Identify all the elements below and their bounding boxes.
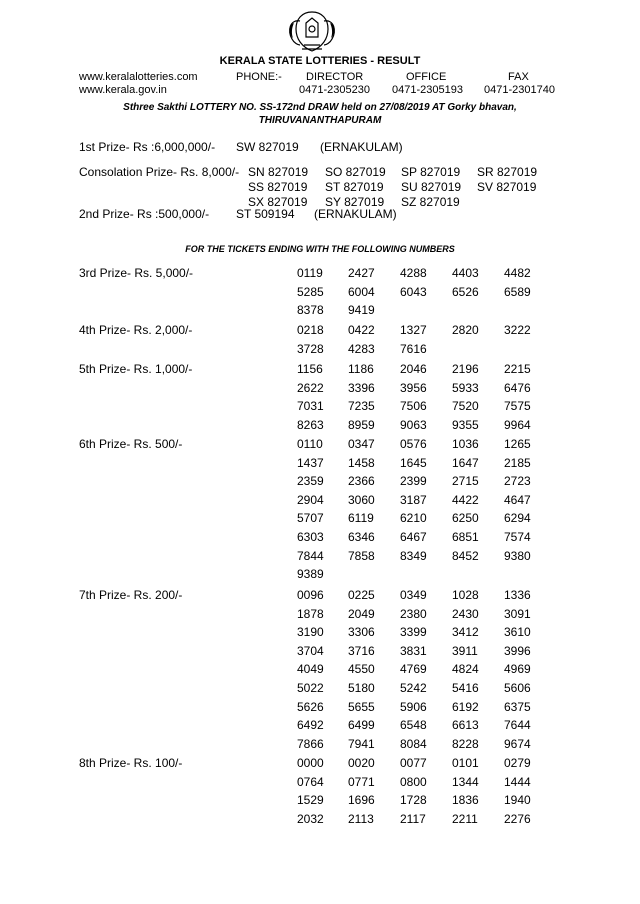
winning-number: 4049 [297, 662, 324, 676]
consolation-ticket: SY 827019 [325, 195, 385, 209]
winning-number: 9380 [504, 549, 531, 563]
winning-number: 1458 [348, 456, 375, 470]
winning-number: 3831 [400, 644, 427, 658]
winning-number: 4550 [348, 662, 375, 676]
prize-label: 5th Prize- Rs. 1,000/- [79, 362, 193, 376]
winning-number: 7616 [400, 342, 427, 356]
kerala-emblem-icon [284, 9, 340, 55]
second-prize-place: (ERNAKULAM) [314, 207, 397, 221]
winning-number: 0110 [297, 437, 323, 451]
winning-number: 3996 [504, 644, 531, 658]
winning-number: 6004 [348, 285, 375, 299]
consolation-ticket: SU 827019 [401, 180, 462, 194]
winning-number: 6346 [348, 530, 375, 544]
winning-number: 0279 [504, 756, 531, 770]
winning-number: 6210 [400, 511, 427, 525]
winning-number: 8263 [297, 418, 324, 432]
winning-number: 0422 [348, 323, 375, 337]
winning-number: 7506 [400, 399, 427, 413]
winning-number: 6492 [297, 718, 324, 732]
consolation-ticket: SV 827019 [477, 180, 537, 194]
winning-number: 5655 [348, 700, 375, 714]
director-label: DIRECTOR [306, 71, 364, 83]
winning-number: 2215 [504, 362, 531, 376]
winning-number: 0576 [400, 437, 427, 451]
winning-number: 2715 [452, 474, 479, 488]
winning-number: 3610 [504, 625, 531, 639]
winning-number: 0218 [297, 323, 324, 337]
winning-number: 4824 [452, 662, 479, 676]
winning-number: 6192 [452, 700, 479, 714]
winning-number: 4403 [452, 266, 479, 280]
winning-number: 8378 [297, 303, 324, 317]
winning-number: 1529 [297, 793, 324, 807]
first-prize-place: (ERNAKULAM) [320, 140, 403, 154]
winning-number: 4283 [348, 342, 375, 356]
winning-number: 7031 [297, 399, 324, 413]
winning-number: 7844 [297, 549, 324, 563]
first-prize-label: 1st Prize- Rs :6,000,000/- [79, 140, 216, 154]
office-label: OFFICE [406, 71, 447, 83]
winning-number: 2117 [400, 812, 426, 826]
winning-number: 6476 [504, 381, 531, 395]
phone-label: PHONE:- [236, 71, 282, 83]
winning-number: 4769 [400, 662, 427, 676]
winning-number: 3190 [297, 625, 324, 639]
prize-label: 8th Prize- Rs. 100/- [79, 756, 183, 770]
winning-number: 5022 [297, 681, 324, 695]
winning-number: 5707 [297, 511, 324, 525]
winning-number: 6294 [504, 511, 531, 525]
winning-number: 1028 [452, 588, 479, 602]
winning-number: 1437 [297, 456, 324, 470]
consolation-ticket: SR 827019 [477, 165, 538, 179]
prize-label: 6th Prize- Rs. 500/- [79, 437, 183, 451]
winning-number: 2276 [504, 812, 531, 826]
winning-number: 2196 [452, 362, 479, 376]
winning-number: 5285 [297, 285, 324, 299]
page-title: KERALA STATE LOTTERIES - RESULT [219, 55, 421, 67]
winning-number: 0096 [297, 588, 324, 602]
winning-number: 3187 [400, 493, 427, 507]
winning-number: 1645 [400, 456, 427, 470]
consolation-ticket: SP 827019 [401, 165, 461, 179]
winning-number: 0101 [452, 756, 479, 770]
winning-number: 5606 [504, 681, 531, 695]
winning-number: 0800 [400, 775, 427, 789]
winning-number: 2211 [452, 812, 478, 826]
winning-number: 6250 [452, 511, 479, 525]
winning-number: 0020 [348, 756, 375, 770]
winning-number: 2049 [348, 607, 375, 621]
winning-number: 7866 [297, 737, 324, 751]
winning-number: 7574 [504, 530, 531, 544]
winning-number: 8349 [400, 549, 427, 563]
winning-number: 2366 [348, 474, 375, 488]
winning-number: 1156 [297, 362, 323, 376]
director-phone: 0471-2305230 [299, 84, 370, 96]
winning-number: 0349 [400, 588, 427, 602]
winning-number: 2820 [452, 323, 479, 337]
winning-number: 6526 [452, 285, 479, 299]
winning-number: 2399 [400, 474, 427, 488]
winning-number: 3704 [297, 644, 324, 658]
winning-number: 9389 [297, 567, 324, 581]
winning-number: 6499 [348, 718, 375, 732]
office-phone: 0471-2305193 [392, 84, 463, 96]
draw-info-line2: THIRUVANANTHAPURAM [258, 115, 382, 126]
winning-number: 9674 [504, 737, 531, 751]
winning-number: 9355 [452, 418, 479, 432]
winning-number: 8452 [452, 549, 479, 563]
winning-number: 9419 [348, 303, 375, 317]
winning-number: 5626 [297, 700, 324, 714]
winning-number: 2380 [400, 607, 427, 621]
winning-number: 7858 [348, 549, 375, 563]
consolation-ticket: SN 827019 [248, 165, 309, 179]
winning-number: 1836 [452, 793, 479, 807]
winning-number: 1878 [297, 607, 324, 621]
winning-number: 9964 [504, 418, 531, 432]
winning-number: 2723 [504, 474, 531, 488]
consolation-prize-label: Consolation Prize- Rs. 8,000/- [79, 165, 240, 179]
winning-number: 5906 [400, 700, 427, 714]
winning-number: 5242 [400, 681, 427, 695]
prize-label: 4th Prize- Rs. 2,000/- [79, 323, 193, 337]
prize-label: 7th Prize- Rs. 200/- [79, 588, 183, 602]
winning-number: 0000 [297, 756, 324, 770]
consolation-ticket: SO 827019 [325, 165, 386, 179]
winning-number: 4422 [452, 493, 479, 507]
winning-number: 3399 [400, 625, 427, 639]
winning-number: 3716 [348, 644, 375, 658]
winning-number: 7575 [504, 399, 531, 413]
winning-number: 6851 [452, 530, 479, 544]
winning-number: 0119 [297, 266, 323, 280]
fax-phone: 0471-2301740 [484, 84, 555, 96]
winning-number: 0347 [348, 437, 375, 451]
winning-number: 9063 [400, 418, 427, 432]
winning-number: 4482 [504, 266, 531, 280]
winning-number: 1336 [504, 588, 531, 602]
winning-number: 3060 [348, 493, 375, 507]
tickets-ending-heading: FOR THE TICKETS ENDING WITH THE FOLLOWING NUMBERS [185, 244, 455, 254]
winning-number: 5180 [348, 681, 375, 695]
winning-number: 4969 [504, 662, 531, 676]
winning-number: 2359 [297, 474, 324, 488]
website-link-1[interactable]: www.keralalotteries.com [79, 71, 198, 83]
winning-number: 2032 [297, 812, 324, 826]
winning-number: 8228 [452, 737, 479, 751]
winning-number: 0225 [348, 588, 375, 602]
winning-number: 1344 [452, 775, 479, 789]
winning-number: 1728 [400, 793, 427, 807]
winning-number: 3306 [348, 625, 375, 639]
winning-number: 3222 [504, 323, 531, 337]
winning-number: 1444 [504, 775, 531, 789]
winning-number: 7941 [348, 737, 375, 751]
winning-number: 6119 [348, 511, 374, 525]
winning-number: 3728 [297, 342, 324, 356]
winning-number: 6548 [400, 718, 427, 732]
first-prize-ticket: SW 827019 [236, 140, 299, 154]
fax-label: FAX [508, 71, 529, 83]
consolation-ticket: SX 827019 [248, 195, 308, 209]
winning-number: 0077 [400, 756, 427, 770]
winning-number: 2046 [400, 362, 427, 376]
consolation-ticket: ST 827019 [325, 180, 384, 194]
winning-number: 3956 [400, 381, 427, 395]
winning-number: 3396 [348, 381, 375, 395]
winning-number: 0764 [297, 775, 324, 789]
winning-number: 1696 [348, 793, 375, 807]
winning-number: 3911 [452, 644, 478, 658]
winning-number: 4647 [504, 493, 531, 507]
consolation-ticket: SZ 827019 [401, 195, 460, 209]
winning-number: 2113 [348, 812, 374, 826]
winning-number: 1265 [504, 437, 531, 451]
winning-number: 7235 [348, 399, 375, 413]
winning-number: 1940 [504, 793, 531, 807]
winning-number: 1186 [348, 362, 374, 376]
second-prize-label: 2nd Prize- Rs :500,000/- [79, 207, 210, 221]
winning-number: 8084 [400, 737, 427, 751]
winning-number: 2904 [297, 493, 324, 507]
consolation-ticket: SS 827019 [248, 180, 308, 194]
winning-number: 2185 [504, 456, 531, 470]
winning-number: 5933 [452, 381, 479, 395]
winning-number: 0771 [348, 775, 375, 789]
winning-number: 8959 [348, 418, 375, 432]
winning-number: 6613 [452, 718, 479, 732]
website-link-2[interactable]: www.kerala.gov.in [79, 84, 167, 96]
second-prize-ticket: ST 509194 [236, 207, 295, 221]
winning-number: 1036 [452, 437, 479, 451]
winning-number: 2427 [348, 266, 375, 280]
winning-number: 1647 [452, 456, 479, 470]
winning-number: 6043 [400, 285, 427, 299]
winning-number: 5416 [452, 681, 479, 695]
winning-number: 4288 [400, 266, 427, 280]
winning-number: 3412 [452, 625, 479, 639]
winning-number: 2430 [452, 607, 479, 621]
winning-number: 1327 [400, 323, 427, 337]
winning-number: 6467 [400, 530, 427, 544]
winning-number: 6303 [297, 530, 324, 544]
winning-number: 2622 [297, 381, 324, 395]
winning-number: 6589 [504, 285, 531, 299]
winning-number: 6375 [504, 700, 531, 714]
winning-number: 3091 [504, 607, 531, 621]
winning-number: 7644 [504, 718, 531, 732]
prize-label: 3rd Prize- Rs. 5,000/- [79, 266, 194, 280]
draw-info-line1: Sthree Sakthi LOTTERY NO. SS-172nd DRAW held on 27/08/2019 AT Gorky bhavan, [123, 102, 517, 113]
winning-number: 7520 [452, 399, 479, 413]
